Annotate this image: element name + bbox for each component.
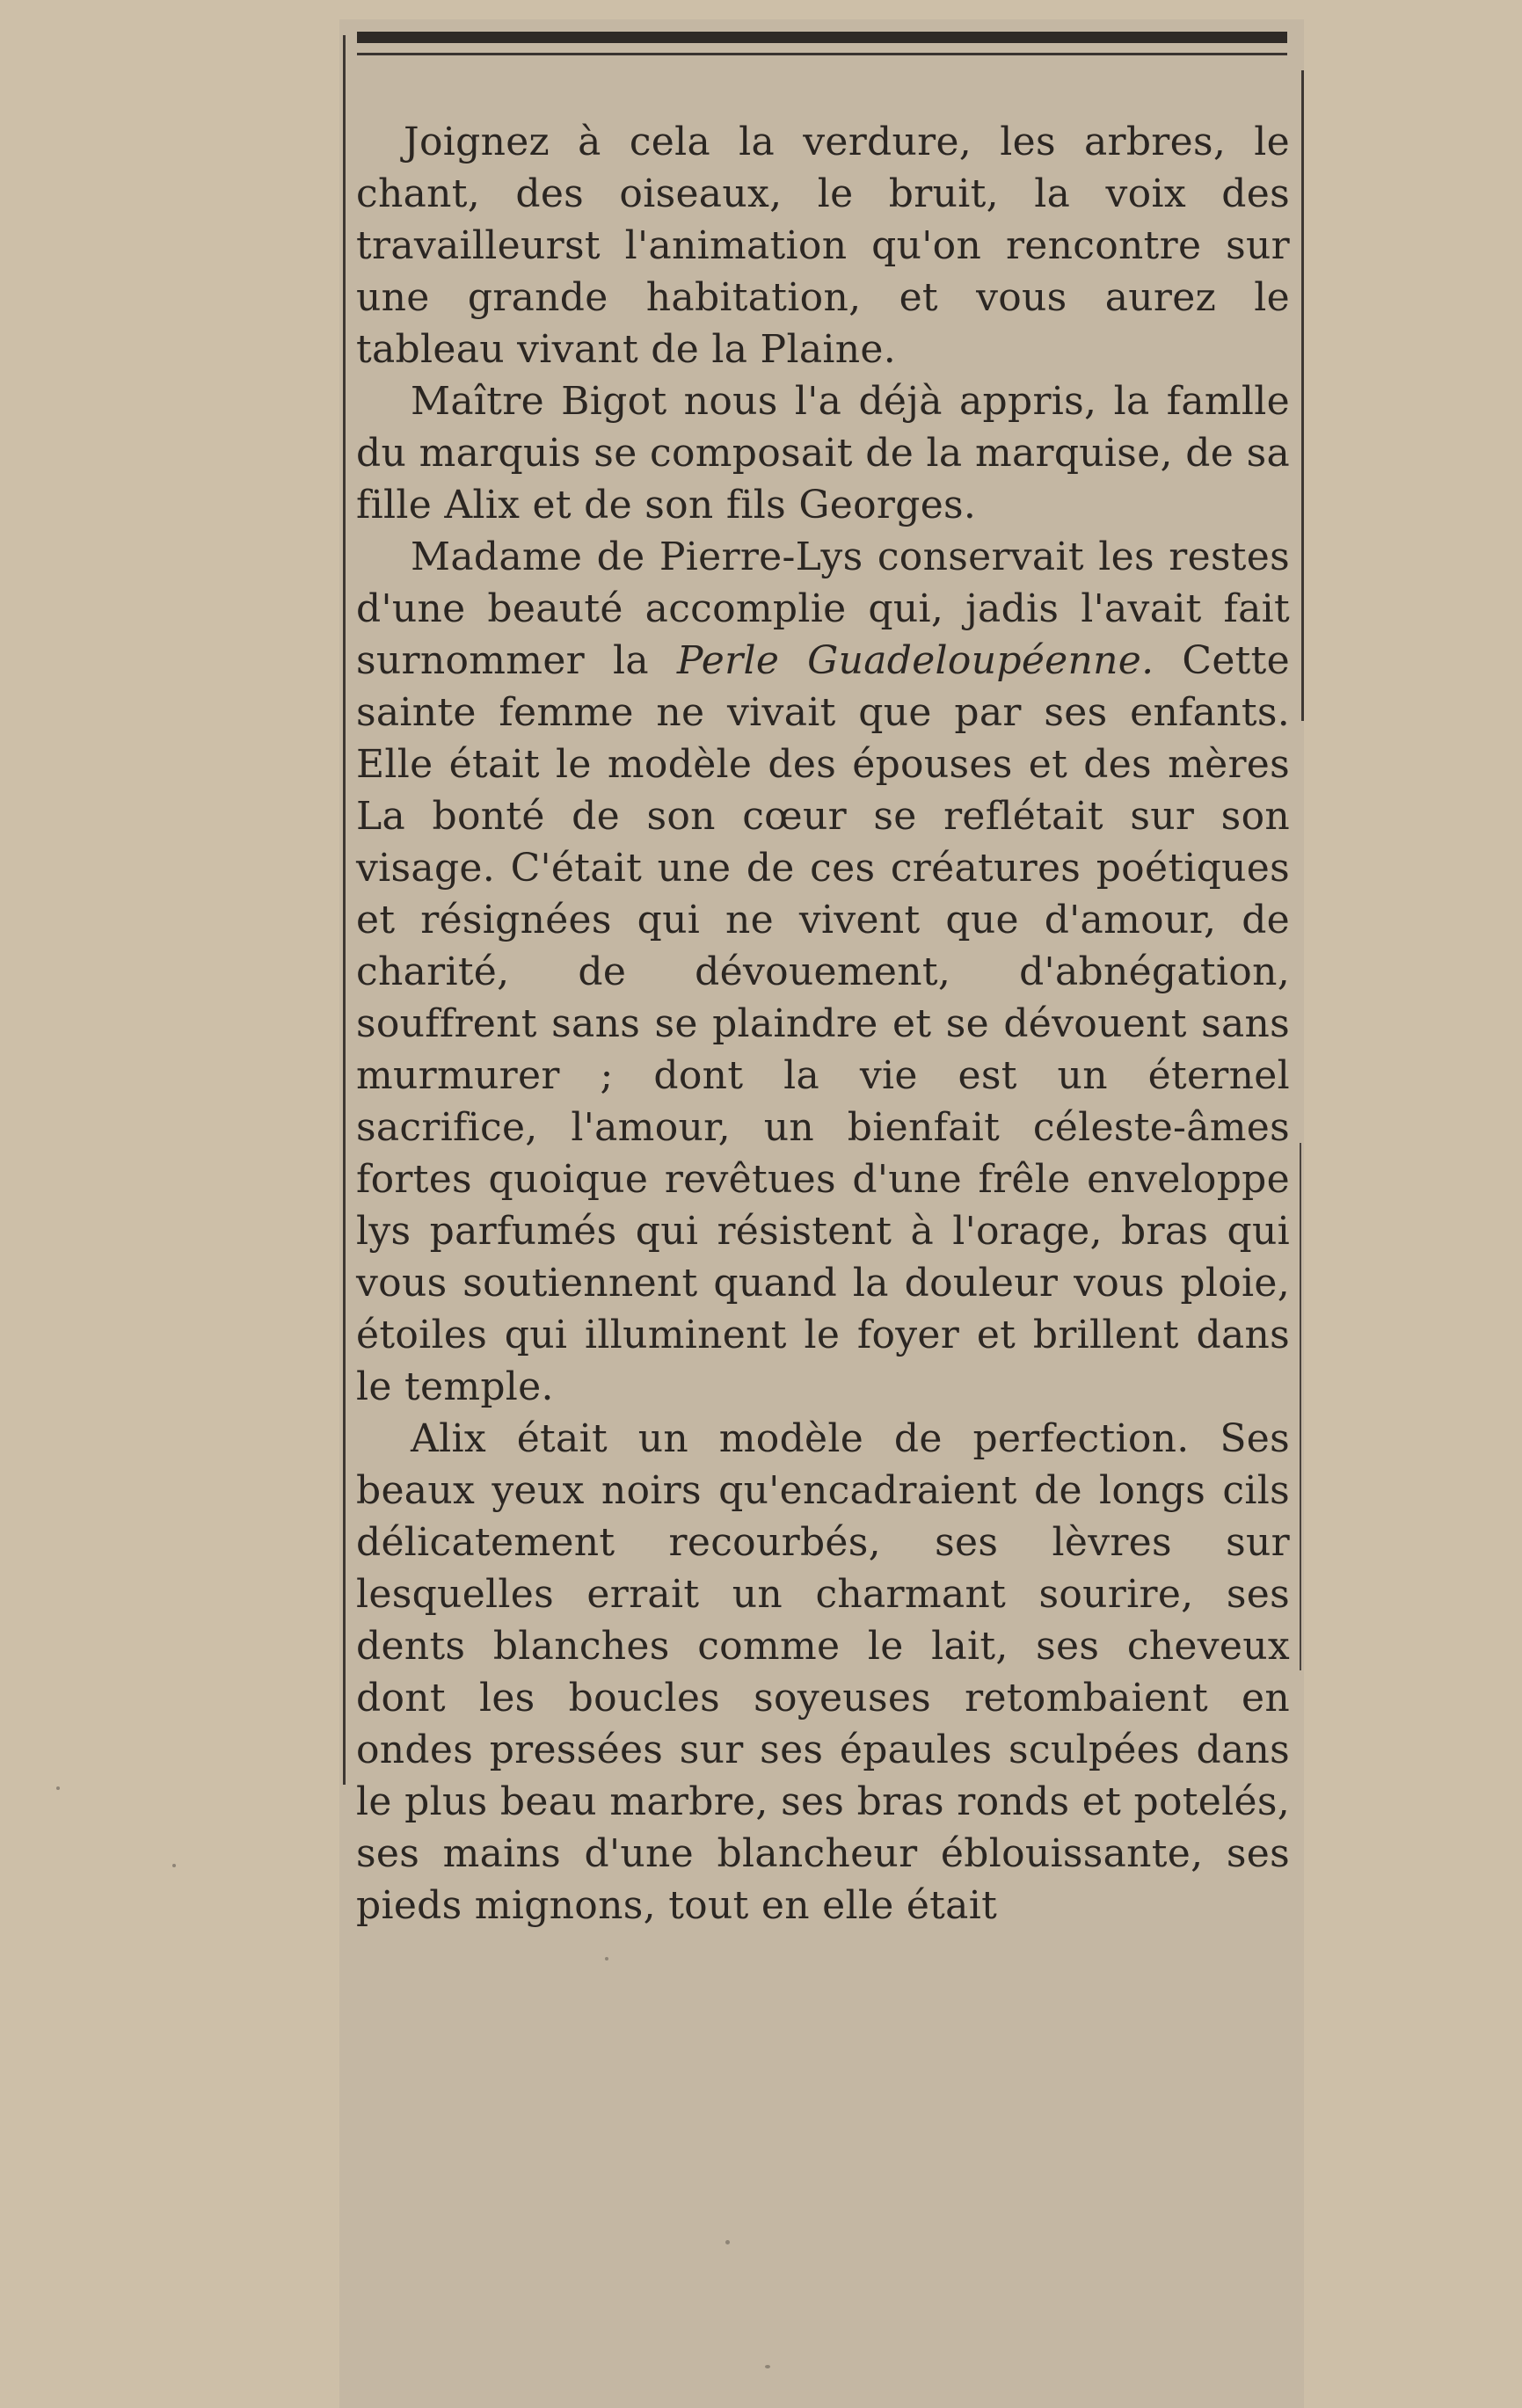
paper-speck	[725, 2240, 730, 2244]
paper-speck	[56, 1786, 60, 1790]
paper-speck	[765, 2365, 770, 2368]
paragraph-4: Alix était un modèle de perfection. Ses beaux yeux noirs qu'encadraient de longs cils délicatement recourbés, ses lèvres sur lesquelles errait un charmant sourire, ses dents blanches comme le lait, ses cheveux dont les boucles soyeuses retombaient en ondes pressées sur ses épaules sculpées dans le plus beau marbre, ses bras ronds et potelés, ses mains d'une blancheur éblouissante, ses pieds mignons, tout en elle était	[356, 1416, 1290, 1928]
article-body	[356, 116, 1290, 1931]
paragraph-3	[356, 531, 1290, 1413]
column-border-right-lower	[1300, 1143, 1301, 1670]
header-rule-thin	[357, 53, 1287, 55]
column-border-left	[343, 35, 346, 1785]
paragraph-1: Joignez à cela la verdure, les arbres, le chant, des oiseaux, le bruit, la voix des travailleurst l'animation qu'on rencontre sur une grande habitation, et vous aurez le tableau vivant de la Plaine.	[356, 120, 1290, 372]
header-rule-thick	[357, 32, 1287, 43]
paragraph-3-before: Madame de Pierre-Lys conservait les restes d'une beauté accomplie qui, jadis l'avait fait surnommer la	[356, 535, 1290, 683]
paragraph-2: Maître Bigot nous l'a déjà appris, la famlle du marquis se composait de la marquise, de sa fille Alix et de son fils Georges.	[356, 379, 1290, 527]
paper-speck	[605, 1957, 608, 1961]
paragraph-3-after: Cette sainte femme ne vivait que par ses enfants. Elle était le modèle des épouses et des mères La bonté de son cœur se reflétait sur son visage. C'était une de ces créatures poétiques et résignées qui ne vivent que d'amour, de charité, de dévouement, d'abnégation, souffrent sans se plaindre et se dévouent sans murmurer ; dont la vie est un éternel sacrifice, l'amour, un bienfait céleste-âmes fortes quoique revêtues d'une frêle enveloppe lys parfumés qui résistent à l'orage, bras qui vous soutiennent quand la douleur vous ploie, étoiles qui illuminent le foyer et brillent dans le temple.	[356, 638, 1290, 1409]
perle-guadeloupeenne-italic: Perle Guadeloupéenne.	[676, 638, 1154, 683]
paper-speck	[172, 1864, 176, 1867]
column-border-right	[1301, 70, 1304, 721]
